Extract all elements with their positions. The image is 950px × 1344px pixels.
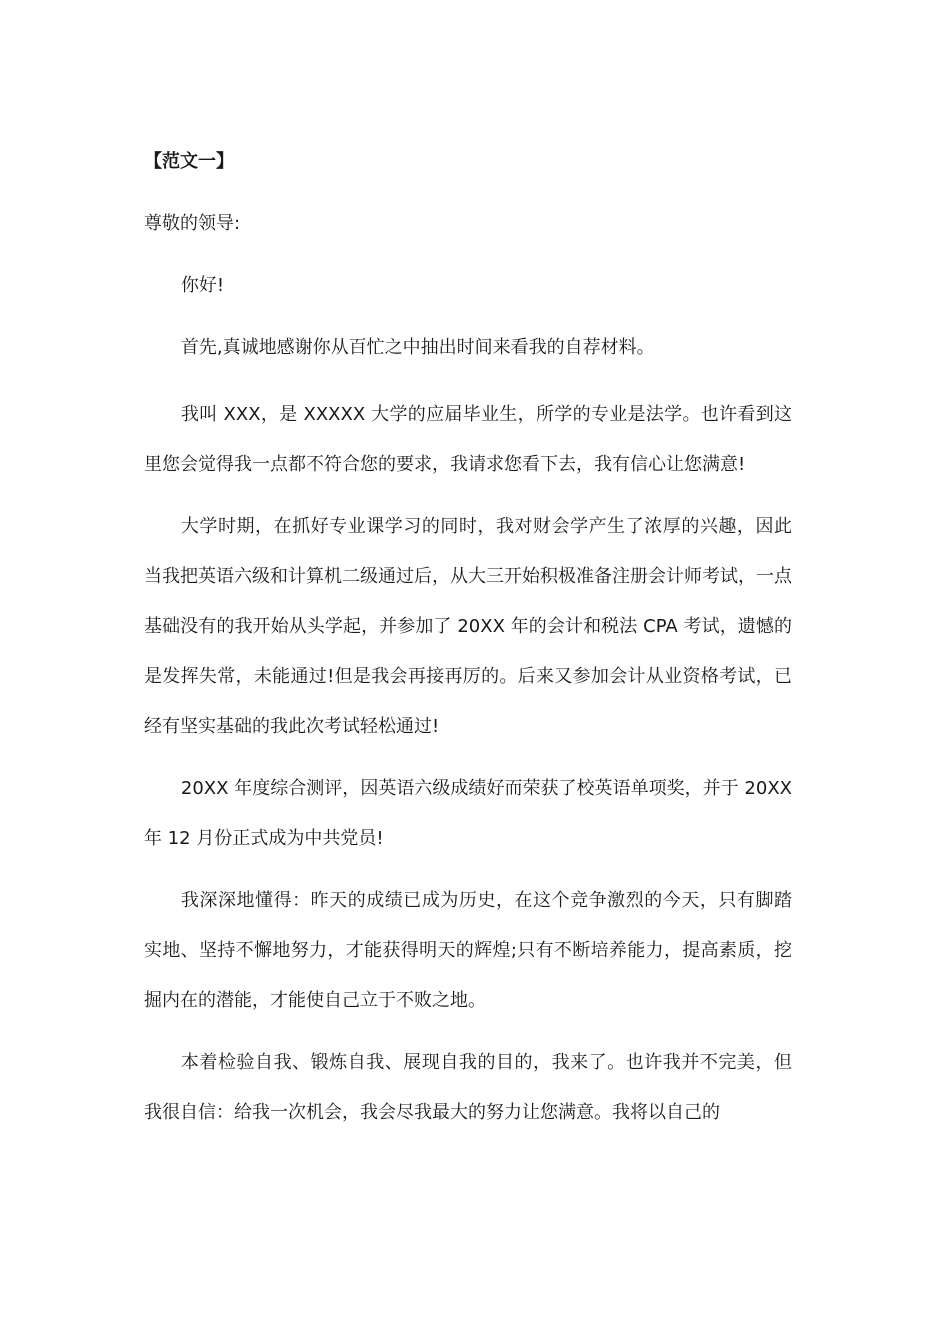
reflection-paragraph: 我深深地懂得：昨天的成绩已成为历史，在这个竞争激烈的今天，只有脚踏实地、坚持不懈地努力，才能获得明天的辉煌;只有不断培养能力，提高素质，挖掘内在的潜能，才能使自己立于不败之地。 [144,890,792,1011]
salutation: 尊敬的领导: [144,213,241,234]
document-heading: 【范文一】 [144,151,234,172]
intro-paragraph: 我叫 XXX，是 XXXXX 大学的应届毕业生，所学的专业是法学。也许看到这里您会觉得我一点都不符合您的要求，我请求您看下去，我有信心让您满意! [144,404,792,475]
greeting-paragraph: 你好! [180,275,225,296]
university-paragraph: 大学时期，在抓好专业课学习的同时，我对财会学产生了浓厚的兴趣，因此当我把英语六级和计算机二级通过后，从大三开始积极准备注册会计师考试，一点基础没有的我开始从头学起，并参加了 20XX 年的会计和税法 CPA 考试，遗憾的是发挥失常，未能通过!但是我会再接再厉的。后来又参加会计从业资格考试，已经有坚实基础的我此次考试轻松通过! [144,516,792,737]
closing-paragraph: 本着检验自我、锻炼自我、展现自我的目的，我来了。也许我并不完美，但我很自信：给我一次机会，我会尽我最大的努力让您满意。我将以自己的 [144,1052,792,1123]
thanks-paragraph: 首先,真诚地感谢你从百忙之中抽出时间来看我的自荐材料。 [180,337,655,358]
letter-body [144,142,792,1150]
award-paragraph: 20XX 年度综合测评，因英语六级成绩好而荣获了校英语单项奖，并于 20XX 年 12 月份正式成为中共党员! [144,778,792,849]
